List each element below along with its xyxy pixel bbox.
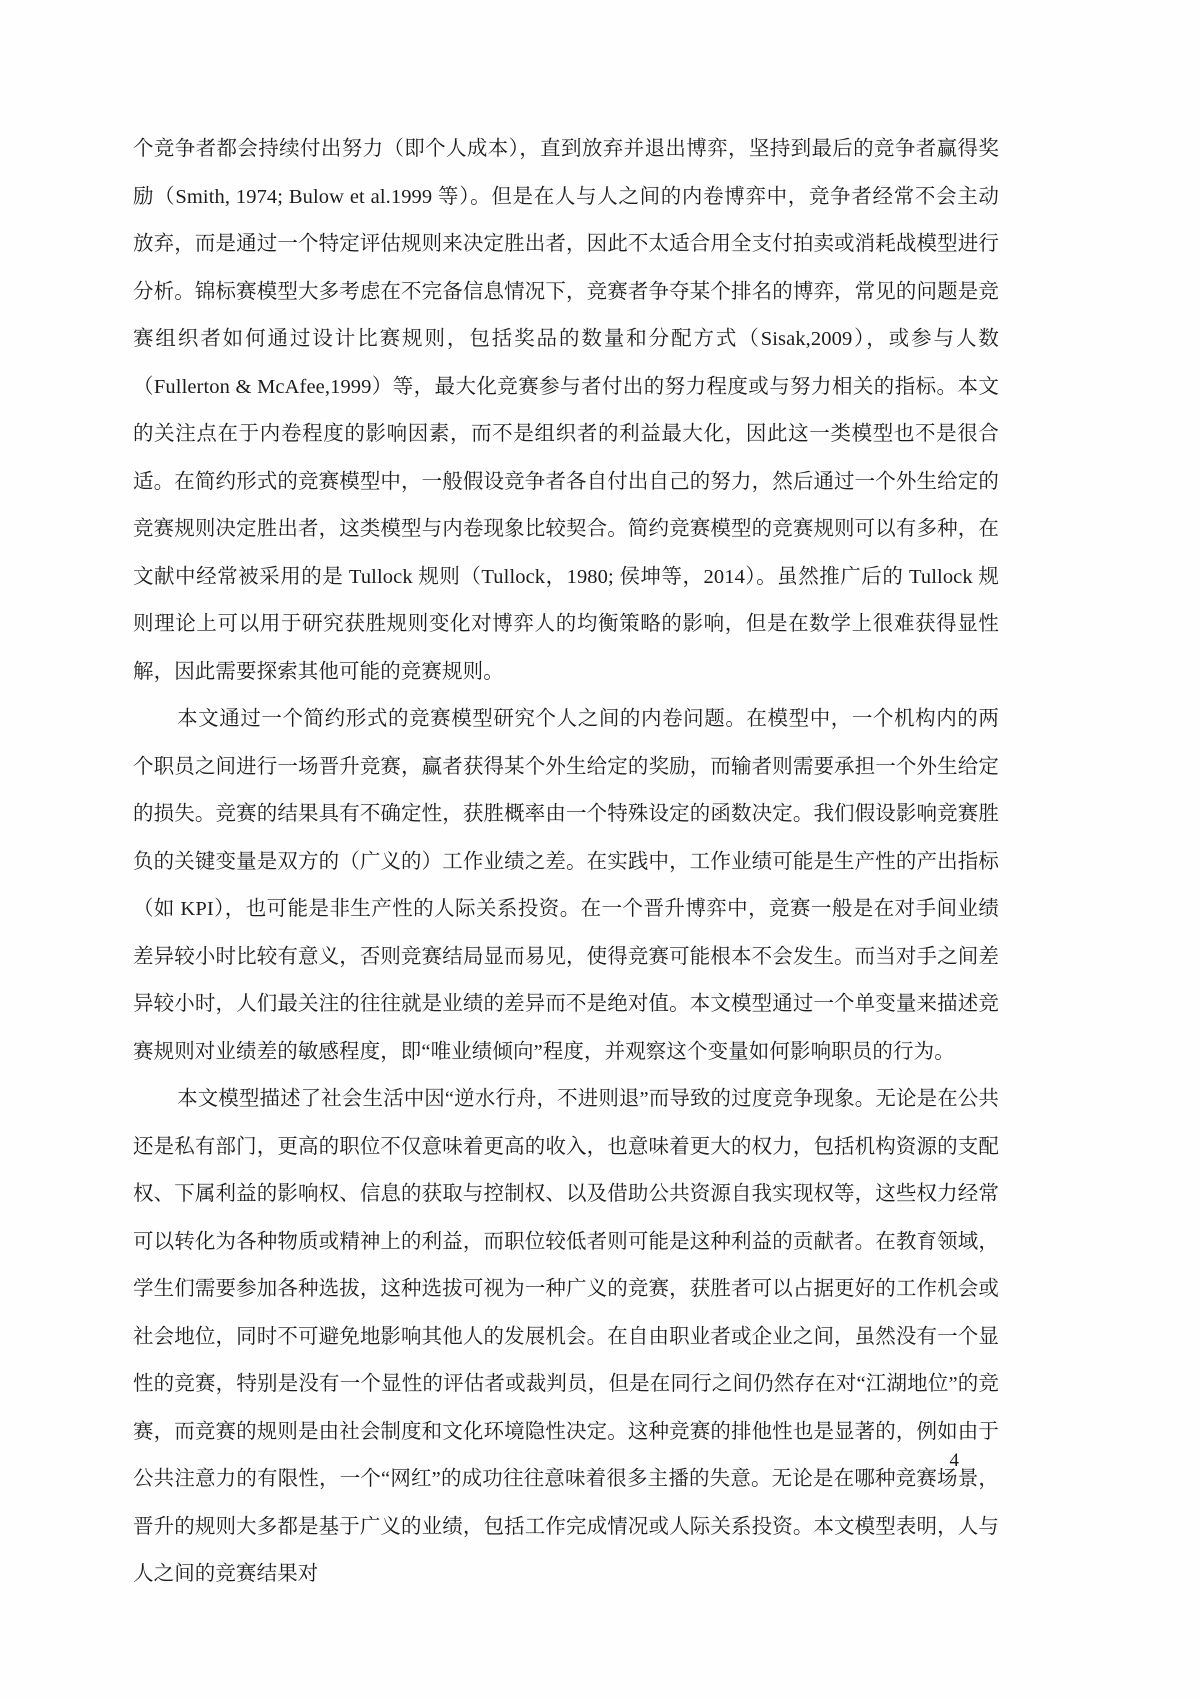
paragraph-3: 本文模型描述了社会生活中因“逆水行舟，不进则退”而导致的过度竞争现象。无论是在公共还是私有部门，更高的职位不仅意味着更高的收入，也意味着更大的权力，包括机构资源的支配权、下属利益的影响权、信息的获取与控制权、以及借助公共资源自我实现权等，这些权力经常可以转化为各种物质或精神上的利益，而职位较低者则可能是这种利益的贡献者。在教育领域，学生们需要参加各种选拔，这种选拔可视为一种广义的竞赛，获胜者可以占据更好的工作机会或社会地位，同时不可避免地影响其他人的发展机会。在自由职业者或企业之间，虽然没有一个显性的竞赛，特别是没有一个显性的评估者或裁判员，但是在同行之间仍然存在对“江湖地位”的竞赛，而竞赛的规则是由社会制度和文化环境隐性决定。这种竞赛的排他性也是显著的，例如由于公共注意力的有限性，一个“网红”的成功往往意味着很多主播的失意。无论是在哪种竞赛场景，晋升的规则大多都是基于广义的业绩，包括工作完成情况或人际关系投资。本文模型表明，人与人之间的竞赛结果对	[133, 1088, 999, 1585]
page-footer	[133, 1430, 999, 1470]
page-text-body	[133, 126, 999, 1599]
paragraph-2: 本文通过一个简约形式的竞赛模型研究个人之间的内卷问题。在模型中，一个机构内的两个职员之间进行一场晋升竞赛，赢者获得某个外生给定的奖励，而输者则需要承担一个外生给定的损失。竞赛的结果具有不确定性，获胜概率由一个特殊设定的函数决定。我们假设影响竞赛胜负的关键变量是双方的（广义的）工作业绩之差。在实践中，工作业绩可能是生产性的产出指标（如 KPI），也可能是非生产性的人际关系投资。在一个晋升博弈中，竞赛一般是在对手间业绩差异较小时比较有意义，否则竞赛结局显而易见，使得竞赛可能根本不会发生。而当对手之间差异较小时，人们最关注的往往就是业绩的差异而不是绝对值。本文模型通过一个单变量来描述竞赛规则对业绩差的敏感程度，即“唯业绩倾向”程度，并观察这个变量如何影响职员的行为。	[133, 708, 999, 1063]
page-number: 4	[949, 1450, 959, 1471]
paragraph-1: 个竞争者都会持续付出努力（即个人成本），直到放弃并退出博弈，坚持到最后的竞争者赢得奖励（Smith, 1974; Bulow et al.1999 等）。但是在人与人之间的内卷博弈中，竞争者经常不会主动放弃，而是通过一个特定评估规则来决定胜出者，因此不太适合用全支付拍卖或消耗战模型进行分析。锦标赛模型大多考虑在不完备信息情况下，竞赛者争夺某个排名的博弈，常见的问题是竞赛组织者如何通过设计比赛规则，包括奖品的数量和分配方式（Sisak,2009），或参与人数（Fullerton & McAfee,1999）等，最大化竞赛参与者付出的努力程度或与努力相关的指标。本文的关注点在于内卷程度的影响因素，而不是组织者的利益最大化，因此这一类模型也不是很合适。在简约形式的竞赛模型中，一般假设竞争者各自付出自己的努力，然后通过一个外生给定的竞赛规则决定胜出者，这类模型与内卷现象比较契合。简约竞赛模型的竞赛规则可以有多种，在文献中经常被采用的是 Tullock 规则（Tullock，1980; 侯坤等，2014）。虽然推广后的 Tullock 规则理论上可以用于研究获胜规则变化对博弈人的均衡策略的影响，但是在数学上很难获得显性解，因此需要探索其他可能的竞赛规则。	[133, 138, 999, 683]
